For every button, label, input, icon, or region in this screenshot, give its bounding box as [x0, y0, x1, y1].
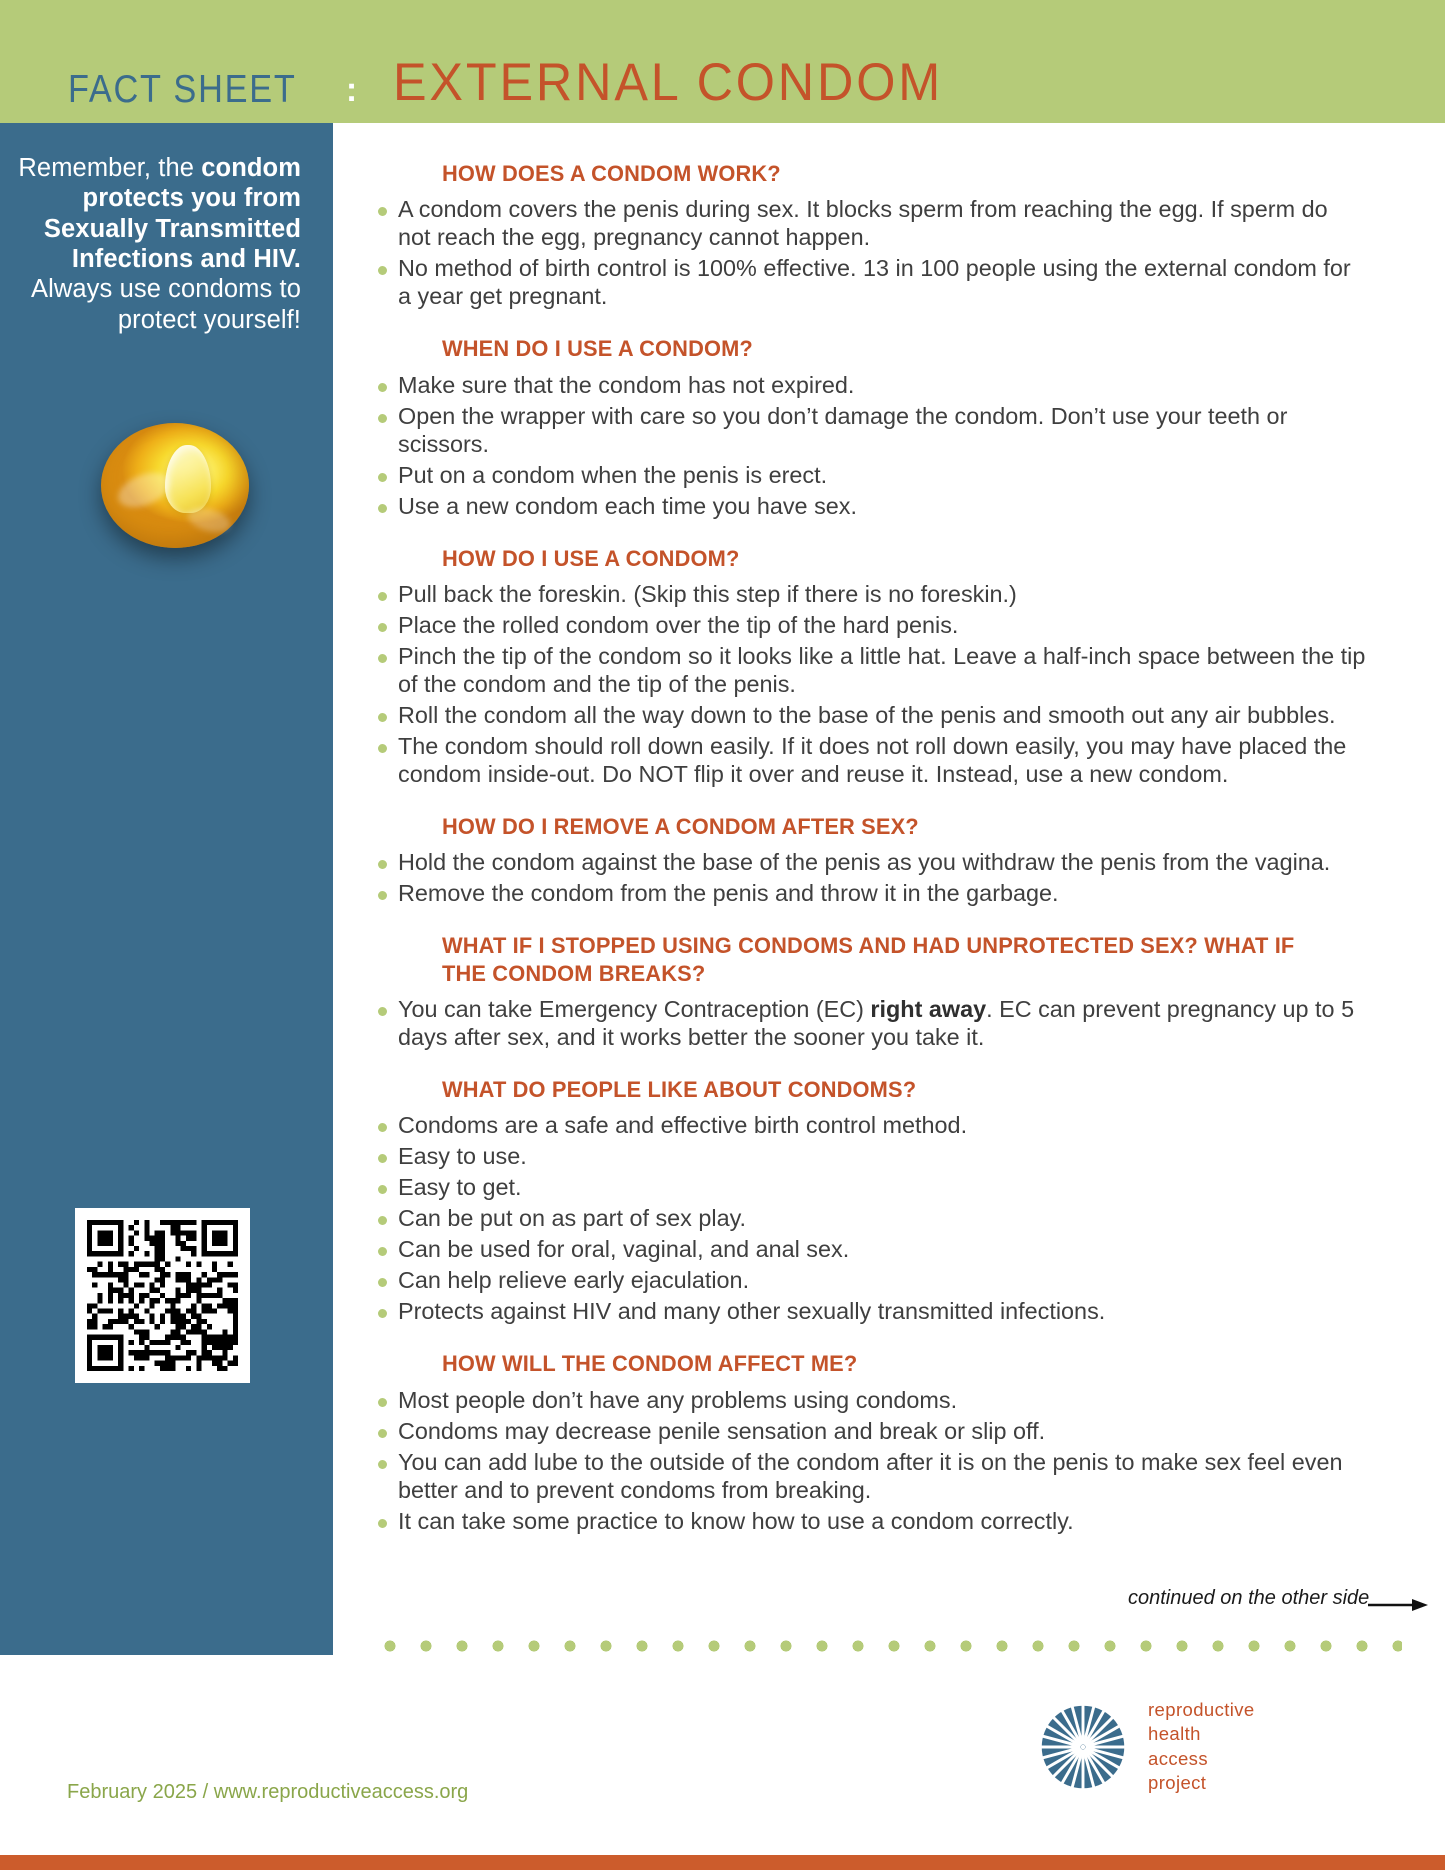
bullet-item: Pinch the tip of the condom so it looks like a little hat. Leave a half-inch space between the tip of the condom and the tip of the penis. — [371, 643, 1366, 699]
section-heading: HOW WILL THE CONDOM AFFECT ME? — [442, 1351, 858, 1377]
bullet-item: Easy to use. — [371, 1143, 1366, 1171]
bullet-text-emphasis: right away — [870, 996, 987, 1023]
content-section — [371, 160, 1366, 311]
logo-line-1: reproductive — [1148, 1699, 1255, 1720]
bullet-item: Remove the condom from the penis and throw it in the garbage. — [371, 880, 1366, 908]
sidebar — [0, 123, 333, 1655]
bullet-item — [371, 996, 1366, 1052]
bullet-item: Can be put on as part of sex play. — [371, 1205, 1366, 1233]
organization-logo — [1040, 1698, 1255, 1796]
bullet-item: Can help relieve early ejaculation. — [371, 1267, 1366, 1295]
bullet-item: Open the wrapper with care so you don’t damage the condom. Don’t use your teeth or scissors. — [371, 403, 1366, 459]
section-heading: HOW DO I USE A CONDOM? — [442, 545, 740, 571]
bullet-item: Condoms are a safe and effective birth control method. — [371, 1112, 1366, 1140]
fact-sheet-label: FACT SHEET — [68, 68, 297, 111]
header — [0, 0, 1445, 123]
bullet-list — [371, 1387, 1366, 1536]
page-title: EXTERNAL CONDOM — [393, 53, 944, 112]
logo-line-3: access — [1148, 1747, 1208, 1769]
section-heading: HOW DO I REMOVE A CONDOM AFTER SEX? — [442, 813, 919, 839]
header-separator: : — [345, 71, 358, 109]
right-arrow-icon — [1368, 1597, 1428, 1613]
content-section — [371, 813, 1366, 908]
qr-code[interactable] — [75, 1208, 250, 1383]
bullet-item: Use a new condom each time you have sex. — [371, 493, 1366, 521]
content-section — [371, 932, 1366, 1052]
bullet-list — [371, 996, 1366, 1052]
condom-photo — [101, 423, 249, 551]
bullet-item: Pull back the foreskin. (Skip this step if there is no foreskin.) — [371, 581, 1366, 609]
section-heading: WHAT DO PEOPLE LIKE ABOUT CONDOMS? — [442, 1077, 917, 1102]
bullet-list — [371, 1112, 1366, 1326]
sidebar-callout-tail: Always use condoms to protect yourself! — [31, 275, 301, 334]
bullet-item: Can be used for oral, vaginal, and anal sex. — [371, 1236, 1366, 1264]
logo-line-2: health — [1148, 1723, 1201, 1745]
logo-wordmark — [1148, 1698, 1255, 1796]
continued-note: continued on the other side — [1128, 1587, 1370, 1609]
bullet-list — [371, 372, 1366, 521]
bullet-item: Most people don’t have any problems using condoms. — [371, 1387, 1366, 1415]
bullet-text-pre: You can take Emergency Contraception (EC) — [398, 996, 871, 1023]
bullet-item: Place the rolled condom over the tip of the hard penis. — [371, 612, 1366, 640]
bullet-item: It can take some practice to know how to use a condom correctly. — [371, 1508, 1366, 1536]
main-content — [371, 160, 1366, 1560]
dotted-divider — [384, 1640, 1402, 1652]
footer-bar — [0, 1855, 1445, 1870]
bullet-item: Hold the condom against the base of the penis as you withdraw the penis from the vagina. — [371, 849, 1366, 877]
section-heading: WHAT IF I STOPPED USING CONDOMS AND HAD UNPROTECTED SEX? WHAT IF THE CONDOM BREAKS? — [442, 933, 1295, 986]
bullet-item: No method of birth control is 100% effective. 13 in 100 people using the external condom for a year get pregnant. — [371, 255, 1366, 311]
qr-code-image — [87, 1220, 238, 1371]
content-section — [371, 1350, 1366, 1535]
bullet-item: Roll the condom all the way down to the base of the penis and smooth out any air bubbles. — [371, 702, 1366, 730]
bullet-item: Put on a condom when the penis is erect. — [371, 462, 1366, 490]
sidebar-callout — [18, 153, 301, 335]
section-heading: HOW DOES A CONDOM WORK? — [442, 161, 781, 186]
sidebar-callout-bold: condom protects you from Sexually Transmitted Infections and HIV. — [43, 154, 301, 274]
bullet-item: Make sure that the condom has not expired. — [371, 372, 1366, 400]
bullet-item: Easy to get. — [371, 1174, 1366, 1202]
bullet-item: You can add lube to the outside of the condom after it is on the penis to make sex feel even better and to prevent condoms from breaking. — [371, 1449, 1366, 1505]
bullet-list — [371, 581, 1366, 789]
content-section — [371, 545, 1366, 789]
section-heading: WHEN DO I USE A CONDOM? — [442, 336, 753, 362]
bullet-list — [371, 849, 1366, 908]
bullet-item: Condoms may decrease penile sensation and break or slip off. — [371, 1418, 1366, 1446]
bullet-item: Protects against HIV and many other sexually transmitted infections. — [371, 1298, 1366, 1326]
logo-line-4: project — [1148, 1772, 1207, 1794]
content-section — [371, 335, 1366, 520]
sunburst-logo-icon — [1040, 1704, 1126, 1790]
footer-credit: February 2025 / www.reproductiveaccess.org — [67, 1781, 469, 1803]
bullet-text-post: . EC can prevent pregnancy up to 5 days after sex, and it works better the sooner you take it. — [398, 996, 1355, 1051]
bullet-list — [371, 196, 1366, 311]
bullet-item: The condom should roll down easily. If it does not roll down easily, you may have placed the condom inside-out. Do NOT flip it over and reuse it. Instead, use a new condom. — [371, 733, 1366, 789]
content-section — [371, 1076, 1366, 1326]
bullet-item: A condom covers the penis during sex. It blocks sperm from reaching the egg. If sperm do not reach the egg, pregnancy cannot happen. — [371, 196, 1366, 252]
sidebar-callout-lead: Remember, the — [18, 154, 202, 182]
